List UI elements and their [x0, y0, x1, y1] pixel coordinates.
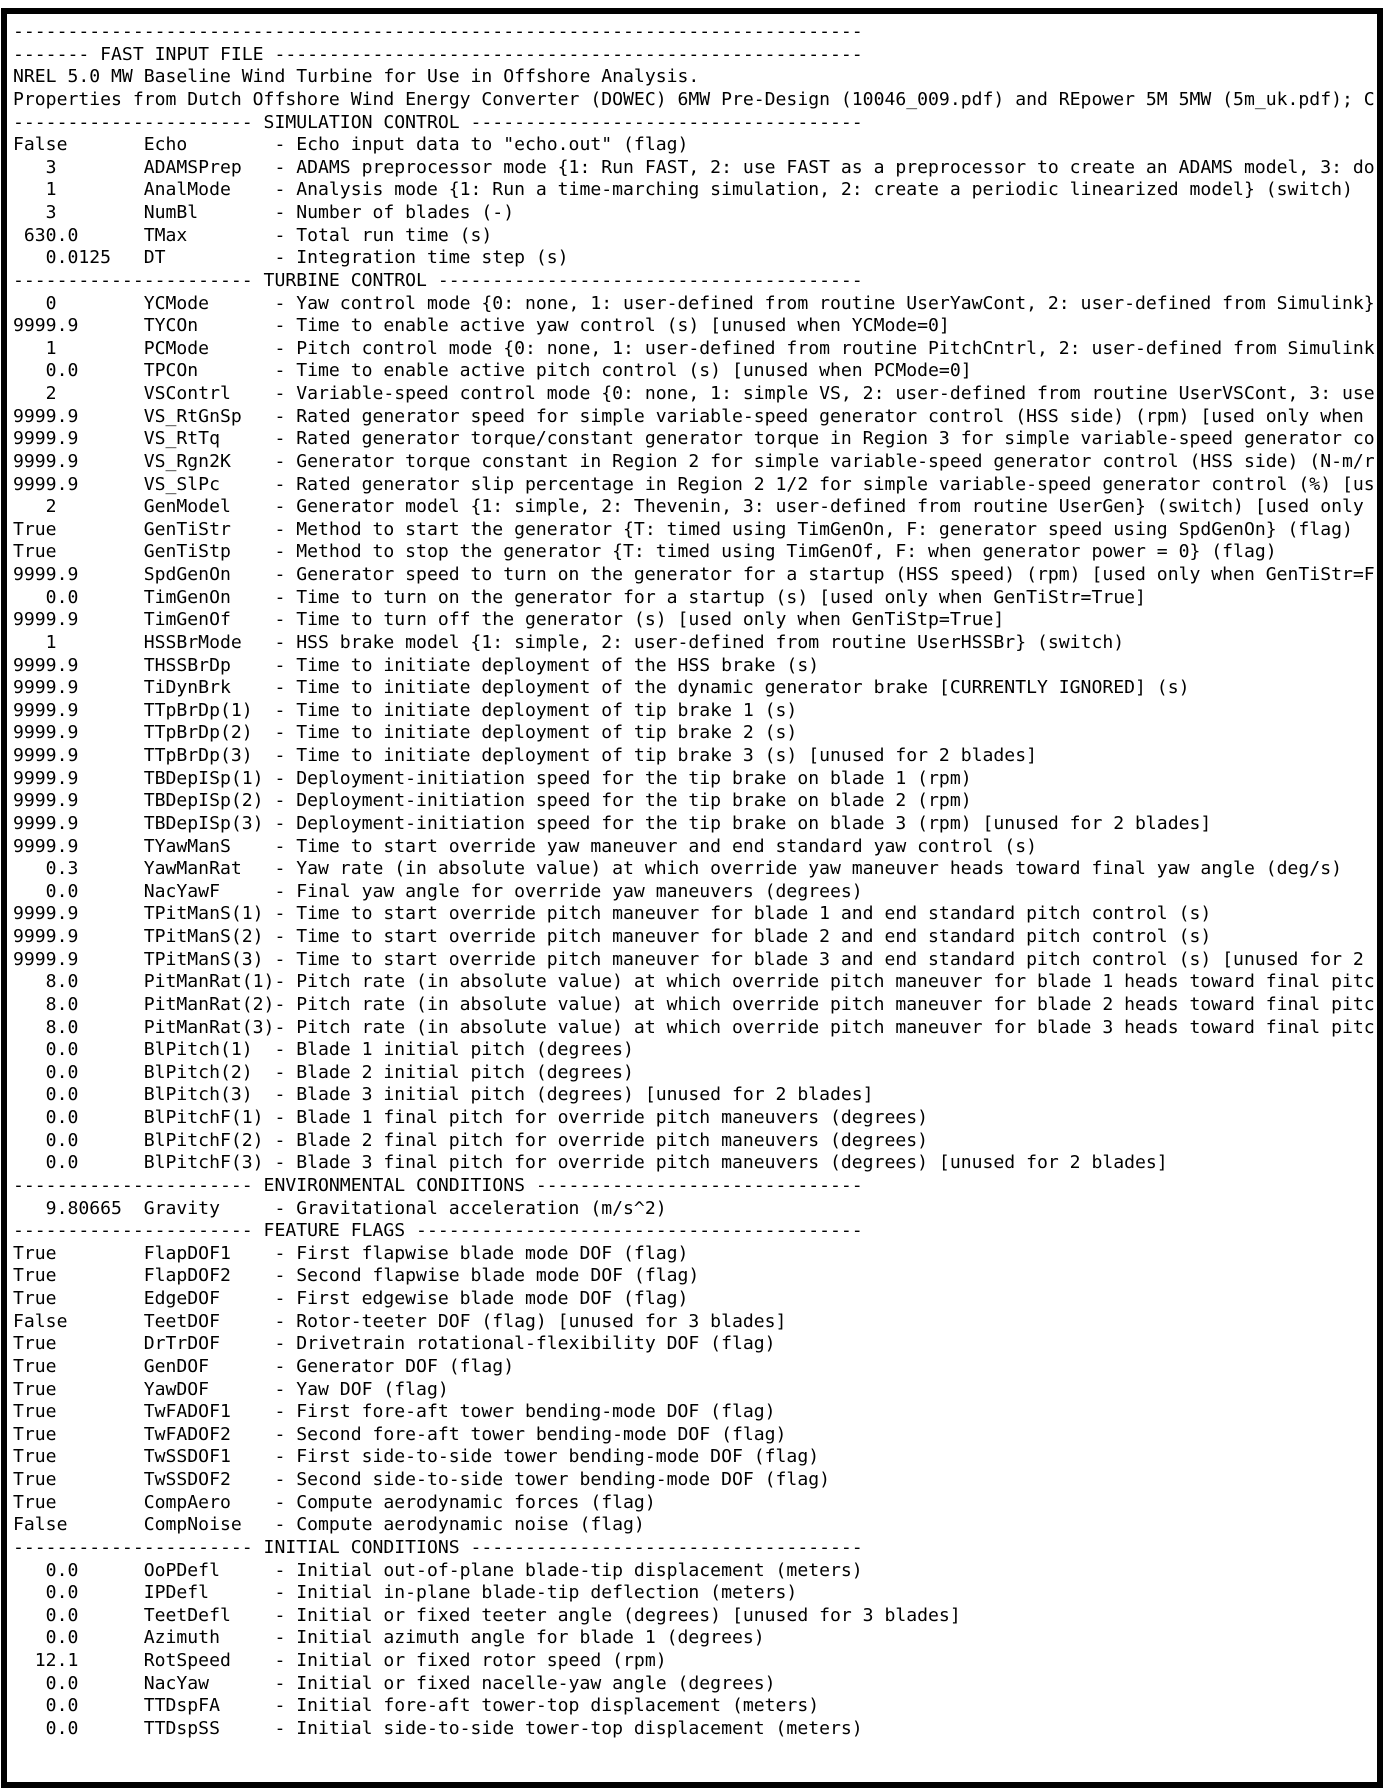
- file-line: 9999.9 VS_Rgn2K - Generator torque constant in Region 2 for simple variable-speed generator control (HSS side) (N-m/r: [13, 450, 1375, 472]
- file-line: 9999.9 TimGenOf - Time to turn off the generator (s) [used only when GenTiStp=True]: [13, 609, 1005, 631]
- file-line: True GenDOF - Generator DOF (flag): [13, 1355, 515, 1377]
- file-line: True EdgeDOF - First edgewise blade mode DOF (flag): [13, 1288, 689, 1309]
- file-line: True FlapDOF2 - Second flapwise blade mode DOF (flag): [13, 1265, 700, 1287]
- file-line: 9999.9 TiDynBrk - Time to initiate deployment of the dynamic generator brake [CURRENTLY IGNORED] (s): [13, 677, 1190, 699]
- file-line: 0.0 BlPitch(3) - Blade 3 initial pitch (degrees) [unused for 2 blades]: [13, 1084, 874, 1106]
- file-line: 8.0 PitManRat(2)- Pitch rate (in absolute value) at which override pitch maneuver for blade 2 heads toward final pitc: [13, 993, 1375, 1015]
- file-line: 9999.9 TTpBrDp(1) - Time to initiate deployment of tip brake 1 (s): [13, 699, 798, 721]
- file-line: 0.0 BlPitchF(2) - Blade 2 final pitch for override pitch maneuvers (degrees): [13, 1129, 929, 1151]
- file-line: 0.0 OoPDefl - Initial out-of-plane blade-tip displacement (meters): [13, 1559, 863, 1581]
- file-line: True FlapDOF1 - First flapwise blade mode DOF (flag): [13, 1242, 689, 1264]
- file-line: True YawDOF - Yaw DOF (flag): [13, 1378, 449, 1400]
- file-line: 9999.9 TTpBrDp(3) - Time to initiate deployment of tip brake 3 (s) [unused for 2 blades]: [13, 745, 1037, 766]
- file-line: False TeetDOF - Rotor-teeter DOF (flag) [unused for 3 blades]: [13, 1310, 787, 1332]
- file-line: 0.0 TTDspSS - Initial side-to-side tower-top displacement (meters): [13, 1717, 863, 1739]
- file-line: True DrTrDOF - Drivetrain rotational-flexibility DOF (flag): [13, 1333, 776, 1355]
- file-line: ---------------------- ENVIRONMENTAL CONDITIONS ------------------------------: [13, 1174, 863, 1196]
- file-line: True GenTiStr - Method to start the generator {T: timed using TimGenOn, F: generator speed using SpdGenOn} (flag): [13, 518, 1353, 540]
- file-line: 0.0 TeetDefl - Initial or fixed teeter angle (degrees) [unused for 3 blades]: [13, 1604, 961, 1626]
- file-line: True TwSSDOF1 - First side-to-side tower bending-mode DOF (flag): [13, 1446, 820, 1468]
- file-line: 9999.9 TPitManS(2) - Time to start override pitch maneuver for blade 2 and end standard pitch control (s): [13, 926, 1212, 947]
- file-line: 12.1 RotSpeed - Initial or fixed rotor speed (rpm): [13, 1650, 667, 1671]
- file-line: ---------------------- TURBINE CONTROL ---------------------------------------: [13, 269, 863, 291]
- file-line: 1 PCMode - Pitch control mode {0: none, 1: user-defined from routine PitchCntrl, 2: user-defined from Simulink: [13, 337, 1375, 359]
- file-line: 9999.9 TYawManS - Time to start override yaw maneuver and end standard yaw control (s): [13, 835, 1037, 857]
- file-line: False CompNoise - Compute aerodynamic noise (flag): [13, 1514, 645, 1536]
- file-line: True TwSSDOF2 - Second side-to-side tower bending-mode DOF (flag): [13, 1469, 831, 1490]
- file-line: 0.0 NacYawF - Final yaw angle for override yaw maneuvers (degrees): [13, 880, 863, 902]
- file-line: 9999.9 TBDepISp(1) - Deployment-initiation speed for the tip brake on blade 1 (rpm): [13, 767, 972, 789]
- file-line: 9.80665 Gravity - Gravitational acceleration (m/s^2): [13, 1197, 667, 1219]
- file-line: 0 YCMode - Yaw control mode {0: none, 1: user-defined from routine UserYawCont, 2: user-defined from Simulink}: [13, 292, 1375, 314]
- file-line: 3 ADAMSPrep - ADAMS preprocessor mode {1: Run FAST, 2: use FAST as a preprocessor to create an ADAMS model, 3: do: [13, 156, 1375, 178]
- file-line: 9999.9 THSSBrDp - Time to initiate deployment of the HSS brake (s): [13, 654, 820, 676]
- file-line: 8.0 PitManRat(3)- Pitch rate (in absolute value) at which override pitch maneuver for blade 3 heads toward final pitc: [13, 1016, 1375, 1038]
- file-line: True TwFADOF1 - First fore-aft tower bending-mode DOF (flag): [13, 1401, 776, 1423]
- file-line: 1 AnalMode - Analysis mode {1: Run a time-marching simulation, 2: create a periodic linearized model} (switch): [13, 179, 1353, 201]
- file-line: True TwFADOF2 - Second fore-aft tower bending-mode DOF (flag): [13, 1423, 787, 1445]
- file-line: 0.0 BlPitchF(3) - Blade 3 final pitch for override pitch maneuvers (degrees) [unused for 2 blades]: [13, 1152, 1168, 1174]
- file-line: True GenTiStp - Method to stop the generator {T: timed using TimGenOf, F: when generator power = 0} (flag): [13, 541, 1277, 563]
- file-line: 0.0 IPDefl - Initial in-plane blade-tip deflection (meters): [13, 1582, 798, 1604]
- file-line: 2 GenModel - Generator model {1: simple, 2: Thevenin, 3: user-defined from routine UserGen} (switch) [used only: [13, 496, 1364, 518]
- file-line: 0.0125 DT - Integration time step (s): [13, 247, 569, 269]
- file-line: 9999.9 TYCOn - Time to enable active yaw control (s) [unused when YCMode=0]: [13, 315, 950, 337]
- file-line: 9999.9 VS_RtGnSp - Rated generator speed for simple variable-speed generator control (HSS side) (rpm) [used only when: [13, 405, 1364, 427]
- file-line: Properties from Dutch Offshore Wind Energy Converter (DOWEC) 6MW Pre-Design (10046_009.pdf) and REpower 5M 5MW (5m_uk.pdf); C: [13, 88, 1375, 110]
- file-line: ---------------------- SIMULATION CONTROL ------------------------------------: [13, 111, 863, 133]
- file-line: 3 NumBl - Number of blades (-): [13, 202, 515, 223]
- file-line: 9999.9 TBDepISp(2) - Deployment-initiation speed for the tip brake on blade 2 (rpm): [13, 790, 972, 812]
- file-line: 9999.9 SpdGenOn - Generator speed to turn on the generator for a startup (HSS speed) (rpm) [used only when GenTiStr=F: [13, 564, 1375, 585]
- file-line: 0.0 TTDspFA - Initial fore-aft tower-top displacement (meters): [13, 1695, 820, 1717]
- file-line: ---------------------- INITIAL CONDITIONS ------------------------------------: [13, 1536, 863, 1558]
- file-content: [7, 14, 1377, 1741]
- file-line: 0.0 NacYaw - Initial or fixed nacelle-yaw angle (degrees): [13, 1672, 776, 1694]
- file-line: ---------------------- FEATURE FLAGS -----------------------------------------: [13, 1220, 863, 1242]
- file-line: 0.0 BlPitchF(1) - Blade 1 final pitch for override pitch maneuvers (degrees): [13, 1107, 929, 1128]
- file-line: 9999.9 VS_RtTq - Rated generator torque/constant generator torque in Region 3 for simple variable-speed generator co: [13, 428, 1375, 450]
- file-line: 0.0 Azimuth - Initial azimuth angle for blade 1 (degrees): [13, 1627, 765, 1649]
- file-line: 1 HSSBrMode - HSS brake model {1: simple, 2: user-defined from routine UserHSSBr} (switch): [13, 631, 1125, 653]
- file-line: 9999.9 TPitManS(1) - Time to start override pitch maneuver for blade 1 and end standard pitch control (s): [13, 903, 1212, 925]
- file-line: 9999.9 VS_SlPc - Rated generator slip percentage in Region 2 1/2 for simple variable-speed generator control (%) [us: [13, 473, 1375, 495]
- file-viewer-window: [1, 8, 1383, 1788]
- file-line: True CompAero - Compute aerodynamic forces (flag): [13, 1491, 656, 1513]
- file-line: 0.3 YawManRat - Yaw rate (in absolute value) at which override yaw maneuver heads toward final yaw angle (deg/s): [13, 858, 1342, 880]
- file-line: 630.0 TMax - Total run time (s): [13, 224, 493, 246]
- file-line: 8.0 PitManRat(1)- Pitch rate (in absolute value) at which override pitch maneuver for blade 1 heads toward final pitc: [13, 971, 1375, 993]
- file-line: ------- FAST INPUT FILE ------------------------------------------------------: [13, 43, 863, 65]
- file-line: NREL 5.0 MW Baseline Wind Turbine for Use in Offshore Analysis.: [13, 66, 700, 88]
- file-line: 9999.9 TPitManS(3) - Time to start override pitch maneuver for blade 3 and end standard pitch control (s) [unused for 2: [13, 948, 1364, 970]
- file-line: ------------------------------------------------------------------------------: [13, 21, 863, 42]
- file-line: 9999.9 TBDepISp(3) - Deployment-initiation speed for the tip brake on blade 3 (rpm) [unused for 2 blades]: [13, 812, 1212, 834]
- file-line: 9999.9 TTpBrDp(2) - Time to initiate deployment of tip brake 2 (s): [13, 722, 798, 744]
- file-line: 0.0 BlPitch(2) - Blade 2 initial pitch (degrees): [13, 1061, 634, 1083]
- file-line: 0.0 BlPitch(1) - Blade 1 initial pitch (degrees): [13, 1039, 634, 1061]
- file-line: 0.0 TimGenOn - Time to turn on the generator for a startup (s) [used only when GenTiStr=True]: [13, 586, 1146, 608]
- file-line: 0.0 TPCOn - Time to enable active pitch control (s) [unused when PCMode=0]: [13, 360, 972, 382]
- file-line: 2 VSContrl - Variable-speed control mode {0: none, 1: simple VS, 2: user-defined from routine UserVSCont, 3: use: [13, 383, 1375, 404]
- file-line: False Echo - Echo input data to "echo.out" (flag): [13, 134, 689, 156]
